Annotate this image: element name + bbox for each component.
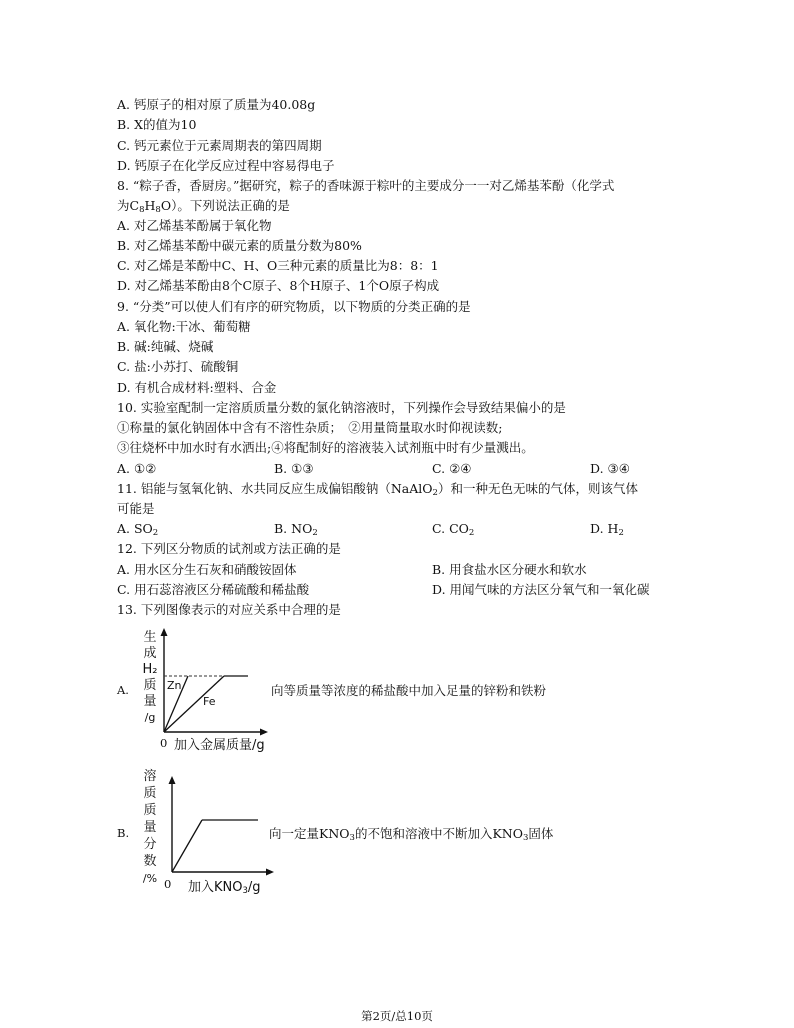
q8-stem-line1: 8. “粽子香，香厨房。”据研究，粽子的香味源于粽叶的主要成分一一对乙烯基苯酚（化学式 xyxy=(117,178,615,193)
q13-graph-a-xlabel: 加入金属质量/g xyxy=(174,738,265,753)
q13-graph-a-fe-label: Fe xyxy=(203,695,216,708)
q10-stem: 10. 实验室配制一定溶质质量分数的氯化钠溶液时，下列操作会导致结果偏小的是 xyxy=(117,400,566,415)
q8-option-b: B. 对乙烯基苯酚中碳元素的质量分数为80% xyxy=(117,238,362,253)
graph-a-y-arrow xyxy=(161,628,168,636)
q11-option-b: B. $NO_2$ xyxy=(274,521,318,538)
q13-graph-a-origin: 0 xyxy=(160,736,168,750)
q12-option-b: B. 用食盐水区分硬水和软水 xyxy=(432,562,587,577)
q7-option-d: D. 钙原子在化学反应过程中容易得电子 xyxy=(117,158,335,173)
q12-option-d: D. 用闻气味的方法区分氧气和一氧化碳 xyxy=(432,582,650,597)
q11-stem-line1: 11. 铝能与氢氧化钠、水共同反应生成偏铝酸钠（NaAlO$_2$）和一种无色无味的气体，则该气体 xyxy=(117,481,638,498)
q13-graph-a-letter: A. xyxy=(117,683,129,697)
q12-option-a: A. 用水区分生石灰和硝酸铵固体 xyxy=(117,562,297,577)
q10-option-c: C. ②④ xyxy=(432,461,472,476)
q7-option-a: A. 钙原子的相对原了质量为40.08g xyxy=(117,97,316,112)
q13-graph-b-xlabel: 加入$KNO_3/g$ xyxy=(188,880,261,896)
q10-line2: ①称量的氯化钠固体中含有不溶性杂质； ②用量筒量取水时仰视读数; xyxy=(117,420,503,435)
q10-option-d: D. ③④ xyxy=(590,461,630,476)
q13-graph-b-letter: B. xyxy=(117,826,130,840)
q10-option-a: A. ①② xyxy=(117,461,157,476)
q9-option-d: D. 有机合成材料:塑料、合金 xyxy=(117,380,277,395)
q7-option-b: B. X的值为10 xyxy=(117,117,197,132)
q13-graph-b-ylabel: 溶 质 质 量 分 数 /% xyxy=(142,769,158,885)
q11-option-c: C. $CO_2$ xyxy=(432,521,475,538)
q10-line3: ③往烧杯中加水时有水洒出;④将配制好的溶液装入试剂瓶中时有少量溅出。 xyxy=(117,440,534,455)
q11-option-d: D. $H_2$ xyxy=(590,521,624,538)
q12-stem: 12. 下列区分物质的试剂或方法正确的是 xyxy=(117,541,341,556)
q9-option-c: C. 盐:小苏打、硫酸铜 xyxy=(117,359,239,374)
q7-option-c: C. 钙元素位于元素周期表的第四周期 xyxy=(117,138,322,153)
q8-option-a: A. 对乙烯基苯酚属于氧化物 xyxy=(117,218,272,233)
q8-option-c: C. 对乙烯是苯酚中C、H、O三种元素的质量比为8：8：1 xyxy=(117,258,439,273)
q13-graph-b-desc: 向一定量$KNO_3$的不饱和溶液中不断加入$KNO_3$固体 xyxy=(269,826,554,843)
graph-b-x-arrow xyxy=(266,869,274,876)
graph-b-rise-line xyxy=(172,820,202,872)
q11-option-a: A. $SO_2$ xyxy=(117,521,159,538)
q12-option-c: C. 用石蕊溶液区分稀硫酸和稀盐酸 xyxy=(117,582,310,597)
q13-graph-b-origin: 0 xyxy=(164,877,172,891)
q13-graph-a-desc: 向等质量等浓度的稀盐酸中加入足量的锌粉和铁粉 xyxy=(271,683,547,698)
graph-b-y-arrow xyxy=(169,776,176,784)
page-footer: 第2页/总10页 xyxy=(361,1009,433,1023)
q11-stem-line2: 可能是 xyxy=(117,501,155,516)
q13-graph-a-ylabel: 生 成 H₂ 质 量 /g xyxy=(142,630,158,724)
q13-graph-b xyxy=(166,776,274,880)
q8-option-d: D. 对乙烯基苯酚由8个C原子、8个H原子、1个O原子构成 xyxy=(117,278,440,293)
q13-graph-a-zn-label: Zn xyxy=(167,679,182,692)
q8-stem-line2: 为$C_8H_8O$）。下列说法正确的是 xyxy=(117,198,290,215)
q9-option-b: B. 碱:纯碱、烧碱 xyxy=(117,339,214,354)
q10-option-b: B. ①③ xyxy=(274,461,314,476)
q9-option-a: A. 氧化物:干冰、葡萄糖 xyxy=(117,319,251,334)
q13-stem: 13. 下列图像表示的对应关系中合理的是 xyxy=(117,602,341,617)
q9-stem: 9. “分类”可以使人们有序的研究物质，以下物质的分类正确的是 xyxy=(117,299,471,314)
